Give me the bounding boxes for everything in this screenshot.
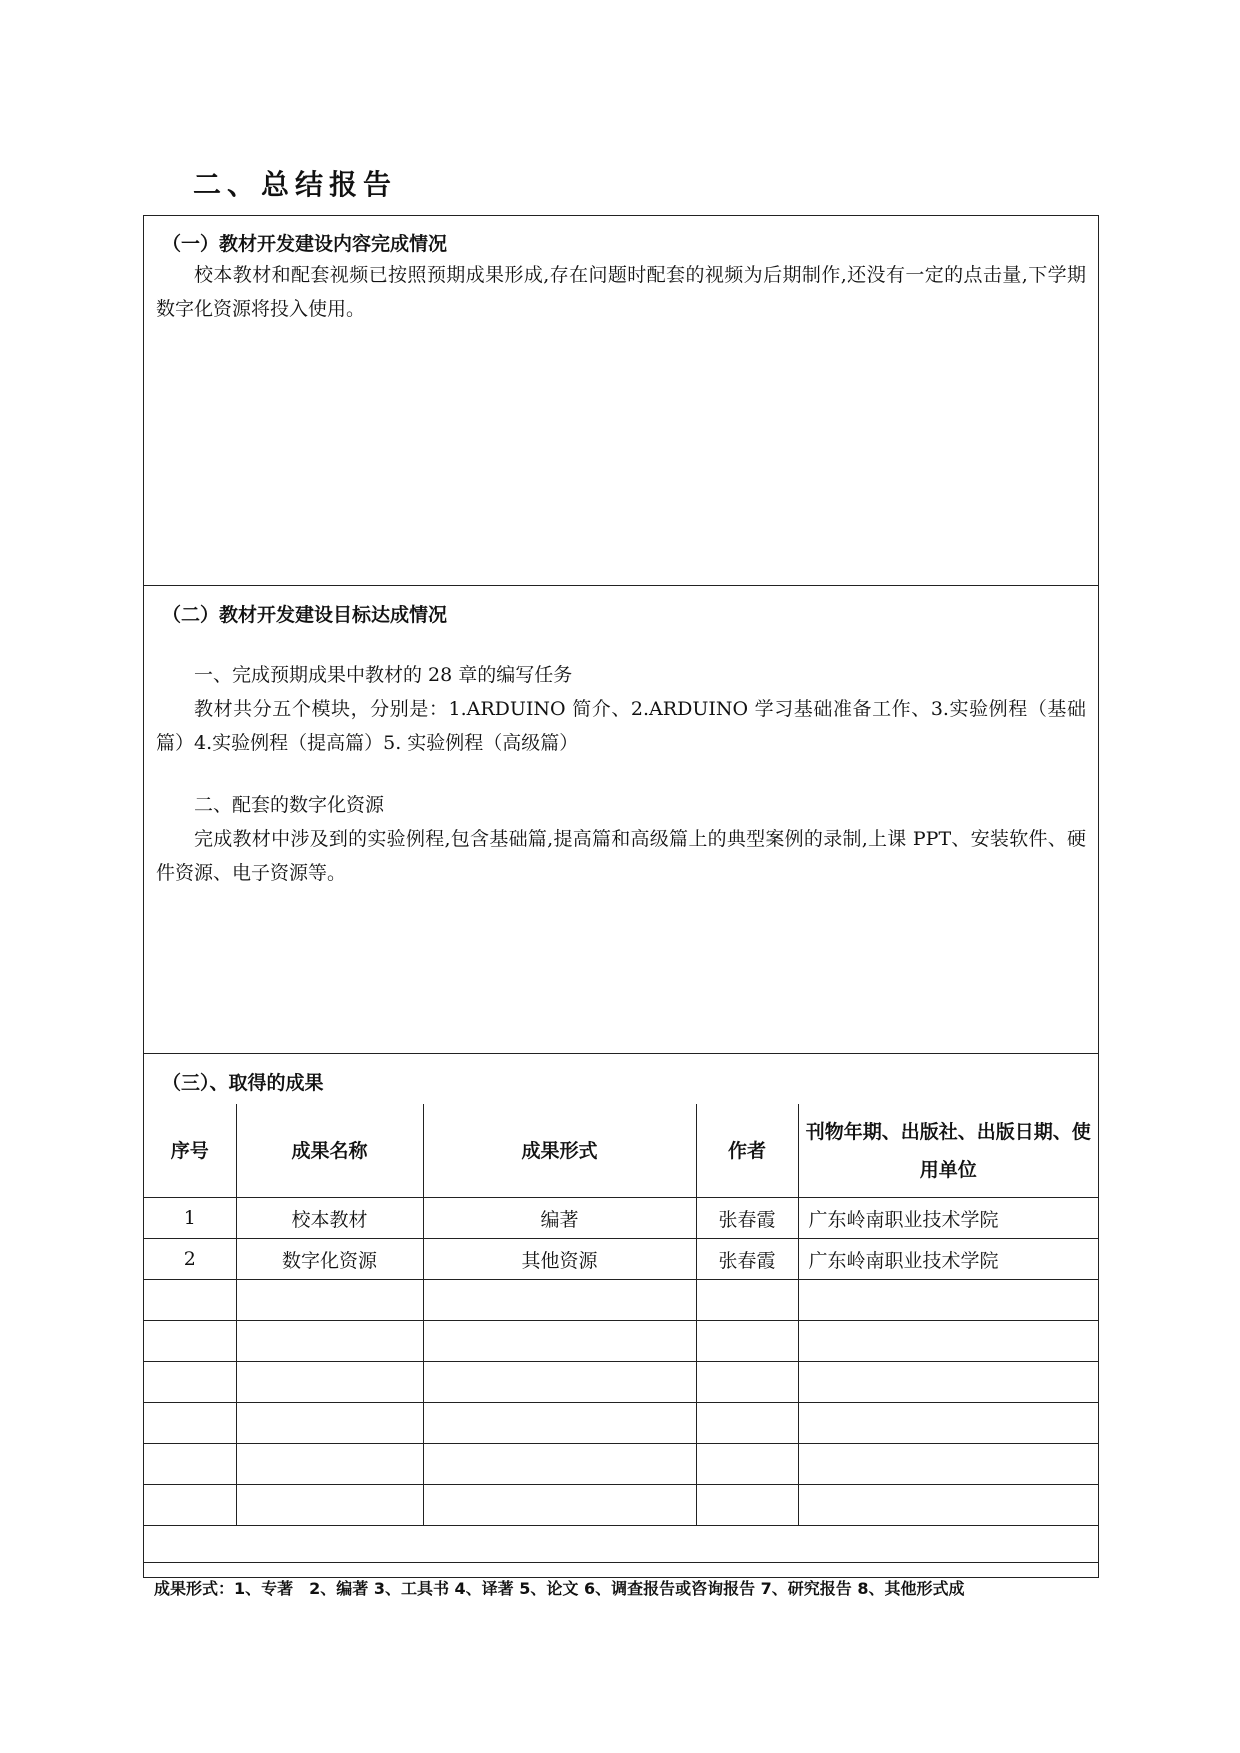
cell-result-name — [236, 1485, 423, 1526]
cell-index: 1 — [144, 1198, 236, 1239]
cell-publication — [798, 1280, 1098, 1321]
cell-publication — [798, 1321, 1098, 1362]
cell-author — [696, 1485, 798, 1526]
cell-author — [696, 1444, 798, 1485]
header-result-form: 成果形式 — [423, 1104, 696, 1198]
results-table — [144, 1104, 1098, 1526]
cell-result-form — [423, 1485, 696, 1526]
header-index: 序号 — [144, 1104, 236, 1198]
section2-item2-text: 完成教材中涉及到的实验例程,包含基础篇,提高篇和高级篇上的典型案例的录制,上课 PPT、安装软件、硬件资源、电子资源等。 — [156, 828, 1086, 884]
cell-result-form — [423, 1362, 696, 1403]
cell-index — [144, 1362, 236, 1403]
cell-author — [696, 1403, 798, 1444]
section1-heading: （一）教材开发建设内容完成情况 — [162, 233, 448, 255]
cell-index — [144, 1321, 236, 1362]
footnote-result-forms: 成果形式：1、专著 2、编著 3、工具书 4、译著 5、论文 6、调查报告或咨询报告 7、研究报告 8、其他形式成 — [154, 1579, 965, 1598]
cell-author: 张春霞 — [696, 1239, 798, 1280]
section2-item1-text: 教材共分五个模块，分别是：1.ARDUINO 简介、2.ARDUINO 学习基础准备工作、3.实验例程（基础篇）4.实验例程（提高篇）5. 实验例程（高级篇） — [156, 698, 1086, 754]
cell-result-name — [236, 1321, 423, 1362]
cell-publication — [798, 1485, 1098, 1526]
cell-index — [144, 1403, 236, 1444]
section1-paragraph: 校本教材和配套视频已按照预期成果形成,存在问题时配套的视频为后期制作,还没有一定的点击量,下学期数字化资源将投入使用。 — [156, 264, 1086, 320]
header-publication: 刊物年期、出版社、出版日期、使用单位 — [798, 1104, 1098, 1198]
table-header-row — [144, 1104, 1098, 1198]
cell-author — [696, 1280, 798, 1321]
table-row — [144, 1362, 1098, 1403]
cell-result-name: 校本教材 — [236, 1198, 423, 1239]
cell-result-form — [423, 1444, 696, 1485]
cell-result-form — [423, 1321, 696, 1362]
cell-index — [144, 1280, 236, 1321]
cell-result-form — [423, 1403, 696, 1444]
footnote-row — [144, 1562, 1098, 1614]
section-content-completion — [144, 216, 1098, 586]
table-row — [144, 1239, 1098, 1280]
report-frame — [143, 215, 1099, 1598]
table-row — [144, 1280, 1098, 1321]
cell-result-form: 其他资源 — [423, 1239, 696, 1280]
table-row — [144, 1198, 1098, 1239]
cell-publication — [798, 1403, 1098, 1444]
section2-heading: （二）教材开发建设目标达成情况 — [162, 604, 448, 626]
cell-result-name — [236, 1403, 423, 1444]
header-result-name: 成果名称 — [236, 1104, 423, 1198]
section-goal-achievement — [144, 586, 1098, 1054]
header-author: 作者 — [696, 1104, 798, 1198]
section-results — [144, 1054, 1098, 1598]
cell-result-name — [236, 1280, 423, 1321]
table-row — [144, 1403, 1098, 1444]
cell-publication: 广东岭南职业技术学院 — [798, 1239, 1098, 1280]
section2-item2-title: 二、配套的数字化资源 — [194, 794, 385, 816]
cell-result-form: 编著 — [423, 1198, 696, 1239]
cell-publication — [798, 1444, 1098, 1485]
cell-index — [144, 1485, 236, 1526]
cell-index — [144, 1444, 236, 1485]
cell-index: 2 — [144, 1239, 236, 1280]
cell-result-name — [236, 1362, 423, 1403]
cell-author — [696, 1362, 798, 1403]
page-title: 二、总结报告 — [193, 168, 398, 201]
section2-item1-title: 一、完成预期成果中教材的 28 章的编写任务 — [194, 664, 573, 686]
table-row — [144, 1485, 1098, 1526]
cell-result-form — [423, 1280, 696, 1321]
table-row — [144, 1444, 1098, 1485]
cell-result-name — [236, 1444, 423, 1485]
cell-result-name: 数字化资源 — [236, 1239, 423, 1280]
cell-publication — [798, 1362, 1098, 1403]
section3-heading: （三）、取得的成果 — [162, 1072, 324, 1094]
table-row — [144, 1321, 1098, 1362]
cell-author: 张春霞 — [696, 1198, 798, 1239]
cell-author — [696, 1321, 798, 1362]
cell-publication: 广东岭南职业技术学院 — [798, 1198, 1098, 1239]
